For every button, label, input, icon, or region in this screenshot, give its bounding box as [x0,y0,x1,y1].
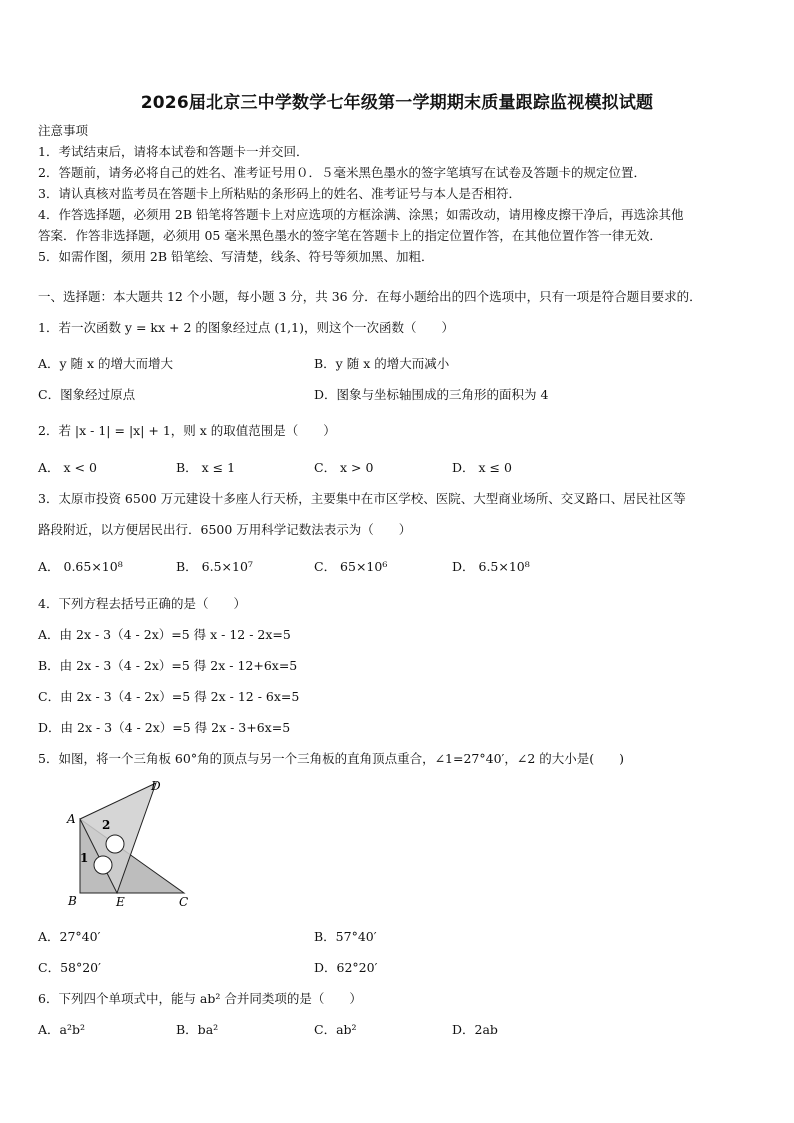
triangle-figure [58,777,208,912]
q1-option-b[interactable]: B．y 随 x 的增大而减小 [314,356,450,371]
page-title: 2026届北京三中学数学七年级第一学期期末质量跟踪监视模拟试题 [140,93,654,113]
q4-option-d[interactable]: D．由 2x - 3（4 - 2x）=5 得 2x - 3+6x=5 [38,720,291,735]
notice-item: 4．作答选择题，必须用 2B 铅笔将答题卡上对应选项的方框涂满、涂黑；如需改动，请用橡皮擦干净后，再选涂其他 [38,207,684,222]
label-e: E [116,895,125,909]
notice-item: 5．如需作图，须用 2B 铅笔绘、写清楚，线条、符号等须加黑、加粗． [38,249,434,264]
angle-2-label: 2 [102,818,111,832]
notice-heading: 注意事项 [38,123,89,138]
q6-option-a[interactable]: A．a²b² [38,1022,86,1037]
q2-option-b[interactable]: B． x ≤ 1 [176,460,236,475]
q1-option-c[interactable]: C．图象经过原点 [38,387,136,402]
q2-option-a[interactable]: A． x < 0 [38,460,97,475]
hole-circle [106,835,124,853]
q2-option-c[interactable]: C． x > 0 [314,460,374,475]
q5-option-b[interactable]: B．57°40′ [314,929,377,944]
q6-option-c[interactable]: C．ab² [314,1022,357,1037]
question-3-stem-line1: 3．太原市投资 6500 万元建设十多座人行天桥，主要集中在市区学校、医院、大型商业场所、交叉路口、居民社区等 [38,491,686,506]
question-4-stem: 4．下列方程去括号正确的是（ ） [38,596,246,611]
question-2-stem: 2．若 |x - 1| = |x| + 1，则 x 的取值范围是（ ） [38,423,336,438]
section-heading: 一、选择题：本大题共 12 个小题，每小题 3 分，共 36 分．在每小题给出的四个选项中，只有一项是符合题目要求的． [38,289,702,304]
q5-option-c[interactable]: C．58°20′ [38,960,101,975]
notice-item: 2．答题前，请务必将自己的姓名、准考证号用０．５毫米黑色墨水的签字笔填写在试卷及答题卡的规定位置． [38,165,646,180]
notice-item: 答案．作答非选择题，必须用 05 毫米黑色墨水的签字笔在答题卡上的指定位置作答，在其他位置作答一律无效． [38,228,662,243]
q5-option-d[interactable]: D．62°20′ [314,960,378,975]
q6-option-d[interactable]: D．2ab [452,1022,498,1037]
angle-1-label: 1 [80,851,89,865]
notice-item: 3．请认真核对监考员在答题卡上所粘贴的条形码上的姓名、准考证号与本人是否相符． [38,186,521,201]
label-b: B [68,894,77,908]
q1-option-d[interactable]: D．图象与坐标轴围成的三角形的面积为 4 [314,387,549,402]
q4-option-a[interactable]: A．由 2x - 3（4 - 2x）=5 得 x - 12 - 2x=5 [38,627,291,642]
question-6-stem: 6．下列四个单项式中，能与 ab² 合并同类项的是（ ） [38,991,362,1006]
q1-option-a[interactable]: A．y 随 x 的增大而增大 [38,356,174,371]
q4-option-c[interactable]: C．由 2x - 3（4 - 2x）=5 得 2x - 12 - 6x=5 [38,689,300,704]
q2-option-d[interactable]: D． x ≤ 0 [452,460,512,475]
notice-item: 1．考试结束后，请将本试卷和答题卡一并交回． [38,144,309,159]
question-1-stem: 1．若一次函数 y = kx + 2 的图象经过点 (1,1)，则这个一次函数（ ） [38,320,454,335]
q5-option-a[interactable]: A．27°40′ [38,929,101,944]
q3-option-d[interactable]: D． 6.5×10⁸ [452,559,530,574]
label-a: A [67,812,76,826]
q3-option-a[interactable]: A． 0.65×10⁸ [38,559,123,574]
label-c: C [179,895,189,909]
question-5-stem: 5．如图，将一个三角板 60°角的顶点与另一个三角板的直角顶点重合，∠1=27°40′，∠2 的大小是( ) [38,751,625,766]
q3-option-b[interactable]: B． 6.5×10⁷ [176,559,253,574]
q6-option-b[interactable]: B．ba² [176,1022,219,1037]
hole-circle [94,856,112,874]
label-d: D [151,779,161,793]
question-3-stem-line2: 路段附近，以方便居民出行．6500 万用科学记数法表示为（ ） [38,522,412,537]
q4-option-b[interactable]: B．由 2x - 3（4 - 2x）=5 得 2x - 12+6x=5 [38,658,298,673]
q3-option-c[interactable]: C． 65×10⁶ [314,559,388,574]
